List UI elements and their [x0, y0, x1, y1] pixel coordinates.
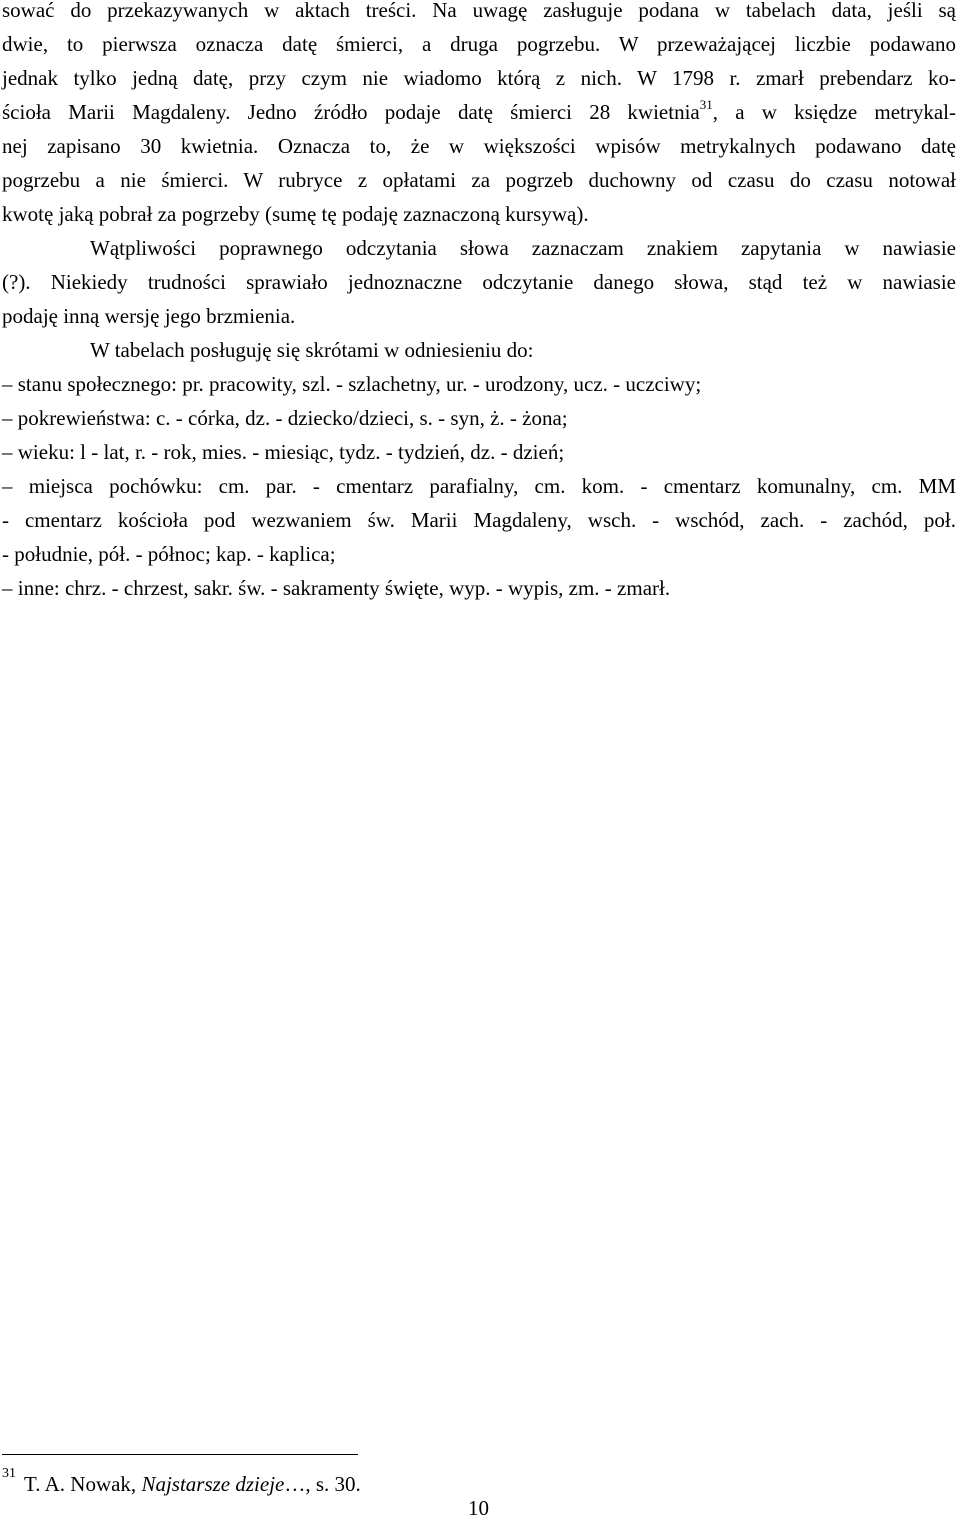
paragraph-1-line-5: nej zapisano 30 kwietnia. Oznacza to, że w większości wpisów metrykalnych podawano datę — [2, 134, 956, 158]
page-number: 10 — [468, 1496, 489, 1520]
paragraph-1-line-2: dwie, to pierwsza oznacza datę śmierci, a druga pogrzebu. W przeważającej liczbie podawano — [2, 32, 956, 56]
footnote-number: 31 — [2, 1466, 16, 1481]
footnote-reference[interactable]: 31 — [699, 97, 713, 112]
paragraph-1-line-4 — [2, 96, 956, 128]
abbreviation-item-burial-place-line-3: - południe, pół. - północ; kap. - kaplica; — [2, 542, 336, 566]
footnote-title: Najstarsze dzieje — [141, 1472, 285, 1496]
paragraph-2-line-3: podaję inną wersję jego brzmienia. — [2, 304, 296, 328]
footnote-31 — [2, 1468, 361, 1500]
paragraph-1-line-7: kwotę jaką pobrał za pogrzeby (sumę tę podaję zaznaczoną kursywą). — [2, 202, 589, 226]
footnote-rest: …, s. 30. — [284, 1472, 361, 1496]
paragraph-1-line-4-after: , a w księdze metrykal- — [712, 100, 956, 124]
abbreviation-item-social-status: – stanu społecznego: pr. pracowity, szl. - szlachetny, ur. - urodzony, ucz. - uczciwy; — [2, 372, 702, 396]
paragraph-1-line-3: jednak tylko jedną datę, przy czym nie wiadomo którą z nich. W 1798 r. zmarł prebendarz ko- — [2, 66, 956, 90]
paragraph-1-line-1: sować do przekazywanych w aktach treści. Na uwagę zasługuje podana w tabelach data, jeśli są — [2, 0, 956, 22]
abbreviation-item-burial-place-line-2: - cmentarz kościoła pod wezwaniem św. Marii Magdaleny, wsch. - wschód, zach. - zachód, poł. — [2, 508, 956, 532]
abbreviation-item-age: – wieku: l - lat, r. - rok, mies. - miesiąc, tydz. - tydzień, dz. - dzień; — [2, 440, 565, 464]
paragraph-2-line-2: (?). Niekiedy trudności sprawiało jednoznaczne odczytanie danego słowa, stąd też w nawiasie — [2, 270, 956, 294]
paragraph-3-line-1: W tabelach posługuję się skrótami w odniesieniu do: — [90, 338, 534, 362]
footnote-separator — [2, 1454, 358, 1455]
paragraph-2-line-1: Wątpliwości poprawnego odczytania słowa zaznaczam znakiem zapytania w nawiasie — [90, 236, 956, 260]
footnote-author: T. A. Nowak, — [24, 1472, 142, 1496]
abbreviation-item-burial-place-line-1: – miejsca pochówku: cm. par. - cmentarz parafialny, cm. kom. - cmentarz komunalny, cm. MM — [2, 474, 956, 498]
paragraph-1-line-4-text: ścioła Marii Magdaleny. Jedno źródło podaje datę śmierci 28 kwietnia — [2, 100, 700, 124]
paragraph-1-line-6: pogrzebu a nie śmierci. W rubryce z opłatami za pogrzeb duchowny od czasu do czasu notował — [2, 168, 956, 192]
abbreviation-item-other: – inne: chrz. - chrzest, sakr. św. - sakramenty święte, wyp. - wypis, zm. - zmarł. — [2, 576, 671, 600]
abbreviation-item-kinship: – pokrewieństwa: c. - córka, dz. - dziecko/dzieci, s. - syn, ż. - żona; — [2, 406, 568, 430]
